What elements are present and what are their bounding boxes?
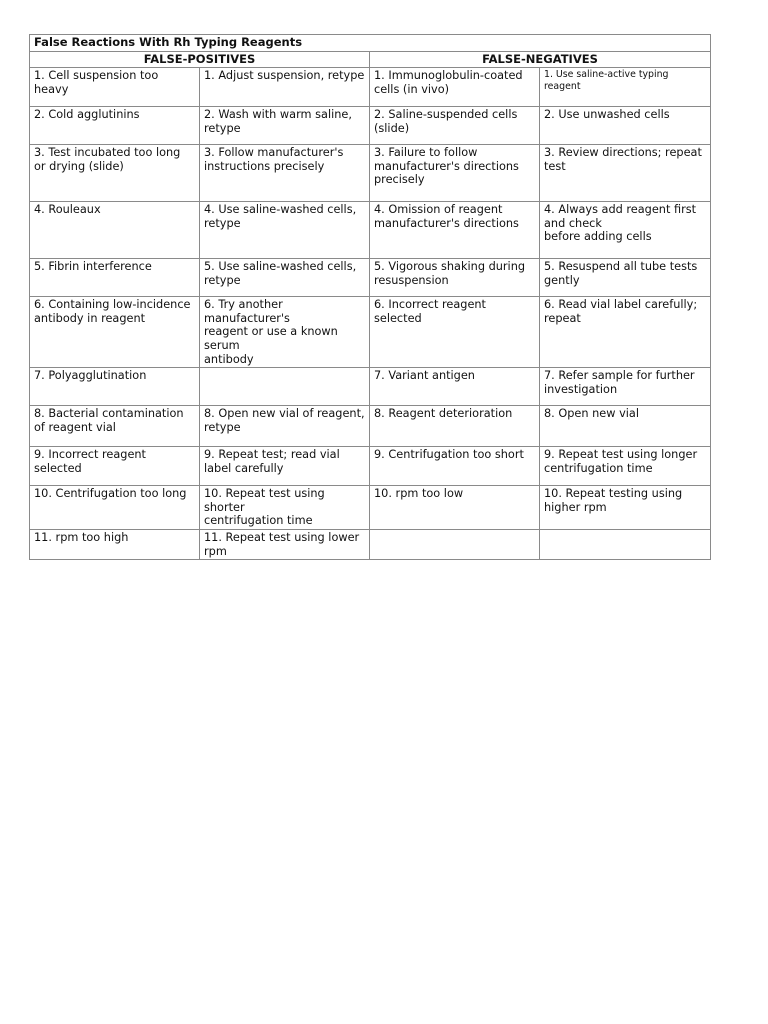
- fn-fix-cell: 9. Repeat test using longer centrifugation time: [540, 447, 711, 486]
- fp-cause-cell: 8. Bacterial contamination of reagent vial: [30, 406, 200, 447]
- fp-cause-cell: 4. Rouleaux: [30, 202, 200, 259]
- fn-cause-cell: 8. Reagent deterioration: [370, 406, 540, 447]
- table-row: [30, 107, 711, 145]
- fp-cause-cell: 11. rpm too high: [30, 529, 200, 559]
- fn-cause-cell: [370, 529, 540, 559]
- fn-fix-cell: 3. Review directions; repeat test: [540, 145, 711, 202]
- fn-cause-cell: 6. Incorrect reagent selected: [370, 297, 540, 368]
- fn-fix-cell: 5. Resuspend all tube tests gently: [540, 259, 711, 297]
- table-title: False Reactions With Rh Typing Reagents: [30, 35, 711, 52]
- fp-cause-cell: 10. Centrifugation too long: [30, 486, 200, 530]
- fn-fix-cell: 10. Repeat testing using higher rpm: [540, 486, 711, 530]
- false-positives-header: FALSE-POSITIVES: [30, 51, 370, 68]
- table-row: [30, 259, 711, 297]
- fn-fix-cell: 2. Use unwashed cells: [540, 107, 711, 145]
- fn-cause-cell: 9. Centrifugation too short: [370, 447, 540, 486]
- fp-fix-cell: 10. Repeat test using shorter centrifugation time: [200, 486, 370, 530]
- fp-cause-cell: 2. Cold agglutinins: [30, 107, 200, 145]
- fp-cause-cell: 9. Incorrect reagent selected: [30, 447, 200, 486]
- table-row: [30, 406, 711, 447]
- fn-cause-cell: 1. Immunoglobulin-coated cells (in vivo): [370, 68, 540, 107]
- false-reactions-table: [29, 34, 711, 560]
- fn-cause-cell: 4. Omission of reagent manufacturer's directions: [370, 202, 540, 259]
- fn-fix-cell: 7. Refer sample for further investigation: [540, 368, 711, 406]
- title-row: [30, 35, 711, 52]
- fp-fix-cell: 3. Follow manufacturer's instructions precisely: [200, 145, 370, 202]
- fp-fix-cell: 6. Try another manufacturer's reagent or use a known serum antibody: [200, 297, 370, 368]
- table-row: [30, 202, 711, 259]
- header-row: [30, 51, 711, 68]
- table-row: [30, 68, 711, 107]
- fp-fix-cell: 2. Wash with warm saline, retype: [200, 107, 370, 145]
- table-row: [30, 368, 711, 406]
- table-row: [30, 447, 711, 486]
- fp-fix-cell: 11. Repeat test using lower rpm: [200, 529, 370, 559]
- table-row: [30, 145, 711, 202]
- fn-cause-cell: 7. Variant antigen: [370, 368, 540, 406]
- table-row: [30, 486, 711, 530]
- fn-fix-cell: 4. Always add reagent first and check before adding cells: [540, 202, 711, 259]
- fn-cause-cell: 10. rpm too low: [370, 486, 540, 530]
- fn-fix-cell: 1. Use saline-active typing reagent: [540, 68, 711, 107]
- table-row: [30, 297, 711, 368]
- fp-cause-cell: 7. Polyagglutination: [30, 368, 200, 406]
- fp-cause-cell: 5. Fibrin interference: [30, 259, 200, 297]
- false-negatives-header: FALSE-NEGATIVES: [370, 51, 711, 68]
- fn-fix-cell: 8. Open new vial: [540, 406, 711, 447]
- fn-cause-cell: 3. Failure to follow manufacturer's directions precisely: [370, 145, 540, 202]
- fp-cause-cell: 3. Test incubated too long or drying (slide): [30, 145, 200, 202]
- fp-fix-cell: 8. Open new vial of reagent, retype: [200, 406, 370, 447]
- fp-fix-cell: 5. Use saline-washed cells, retype: [200, 259, 370, 297]
- fp-fix-cell: 9. Repeat test; read vial label carefully: [200, 447, 370, 486]
- fp-fix-cell: 4. Use saline-washed cells, retype: [200, 202, 370, 259]
- fp-fix-cell: [200, 368, 370, 406]
- fp-cause-cell: 6. Containing low-incidence antibody in reagent: [30, 297, 200, 368]
- fn-fix-cell: [540, 529, 711, 559]
- fn-cause-cell: 2. Saline-suspended cells (slide): [370, 107, 540, 145]
- fn-fix-cell: 6. Read vial label carefully; repeat: [540, 297, 711, 368]
- fp-fix-cell: 1. Adjust suspension, retype: [200, 68, 370, 107]
- table-row: [30, 529, 711, 559]
- fp-cause-cell: 1. Cell suspension too heavy: [30, 68, 200, 107]
- fn-cause-cell: 5. Vigorous shaking during resuspension: [370, 259, 540, 297]
